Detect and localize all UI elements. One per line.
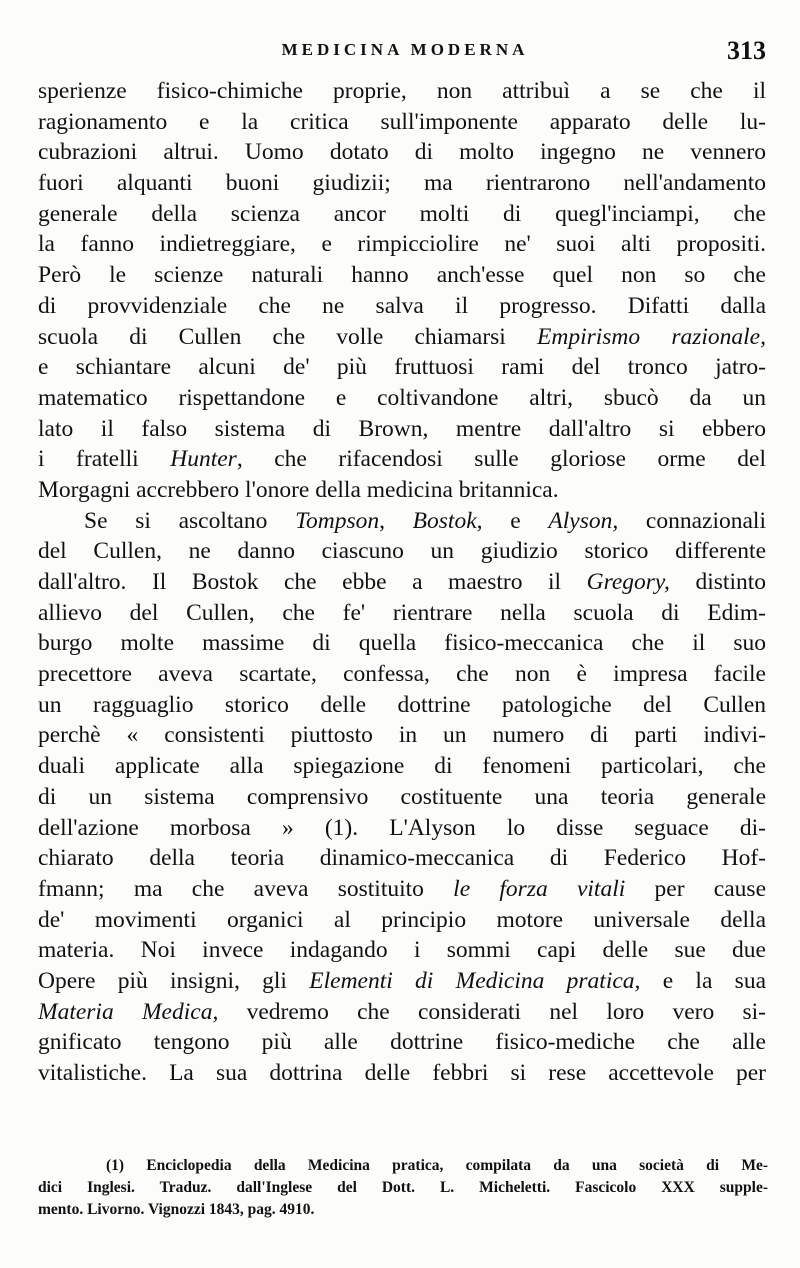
footnotes: [38, 1155, 768, 1221]
italic-term: Alyson,: [548, 507, 619, 534]
footnote-line: mento. Livorno. Vignozzi 1843, pag. 4910.: [38, 1201, 315, 1218]
italic-term: Hunter: [170, 446, 237, 473]
text-line: di provvidenziale che ne salva il progresso. Difatti dalla: [38, 292, 766, 319]
text-segment: vedremo che considerati nel loro vero si-: [218, 998, 766, 1025]
text-line: burgo molte massime di quella fisico-meccanica che il suo: [38, 630, 766, 657]
text-line: Morgagni accrebbero l'onore della medicina britannica.: [38, 476, 559, 503]
text-segment: connazionali: [618, 507, 766, 534]
text-segment: e la sua: [640, 967, 766, 994]
text-line: dell'azione morbosa » (1). L'Alyson lo disse seguace di-: [38, 814, 766, 841]
text-line: perchè « consistenti piuttosto in un numero di parti indivi-: [38, 722, 766, 749]
text-segment: Se si ascoltano: [84, 507, 296, 534]
text-line: duali applicate alla spiegazione di fenomeni particolari, che: [38, 753, 766, 780]
text-line: Però le scienze naturali hanno anch'esse quel non so che: [38, 262, 766, 289]
text-line: generale della scienza ancor molti di quegl'inciampi, che: [38, 200, 766, 227]
text-line: [38, 506, 766, 537]
text-line: materia. Noi invece indagando i sommi capi delle sue due: [38, 937, 766, 964]
body-text: [38, 76, 766, 1089]
text-line: ragionamento e la critica sull'imponente apparato delle lu-: [38, 108, 766, 135]
text-segment: Opere più insigni, gli: [38, 967, 310, 994]
text-line: de' movimenti organici al principio motore universale della: [38, 906, 766, 933]
text-segment: e: [482, 507, 549, 534]
italic-term: Tompson, Bostok,: [295, 507, 483, 534]
text-line: di un sistema comprensivo costituente una teoria generale: [38, 783, 766, 810]
text-line: [38, 567, 766, 598]
text-line: un ragguaglio storico delle dottrine patologiche del Cullen: [38, 691, 766, 718]
text-line: precettore aveva scartate, confessa, che non è impresa facile: [38, 661, 766, 688]
footnote-line: (1) Enciclopedia della Medicina pratica, compilata da una società di Me-: [106, 1157, 768, 1174]
text-segment: dall'altro. Il Bostok che ebbe a maestro il: [38, 569, 587, 595]
text-segment: , che rifacendosi sulle gloriose orme del: [236, 446, 766, 473]
text-segment: scuola di Cullen che volle chiamarsi: [38, 323, 537, 350]
text-line: [38, 874, 766, 905]
text-line: matematico rispettandone e coltivandone altri, sbucò da un: [38, 384, 766, 411]
running-title: MEDICINA MODERNA: [281, 40, 529, 59]
text-segment: distinto: [669, 569, 766, 595]
text-line: cubrazioni altrui. Uomo dotato di molto ingegno ne vennero: [38, 139, 766, 166]
text-line: allievo del Cullen, che fe' rientrare nella scuola di Edim-: [38, 599, 766, 626]
italic-term: le forza vitali: [453, 875, 626, 902]
text-line: la fanno indietreggiare, e rimpicciolire ne' suoi alti propositi.: [38, 231, 766, 258]
text-line: [38, 966, 766, 997]
text-line: [38, 322, 766, 353]
running-head: [40, 36, 770, 68]
text-line: e schiantare alcuni de' più fruttuosi rami del tronco jatro-: [38, 354, 766, 381]
text-line: chiarato della teoria dinamico-meccanica di Federico Hof-: [38, 845, 766, 872]
text-line: sperienze fisico-chimiche proprie, non attribuì a se che il: [38, 78, 766, 104]
text-segment: i fratelli: [38, 446, 171, 473]
italic-term: Gregory,: [586, 569, 670, 595]
text-line: gnificato tengono più alle dottrine fisico-mediche che alle: [38, 1029, 766, 1056]
footnote-line: dici Inglesi. Traduz. dall'Inglese del Dott. L. Micheletti. Fascicolo XXX supple-: [38, 1179, 768, 1196]
text-line: fuori alquanti buoni giudizii; ma rientrarono nell'andamento: [38, 170, 766, 197]
italic-term: Materia Medica,: [38, 998, 219, 1025]
italic-term: Elementi di Medicina pratica,: [309, 967, 641, 994]
text-segment: per cause: [625, 875, 766, 902]
page-number: 313: [727, 36, 766, 65]
text-line: [38, 997, 766, 1028]
text-line: del Cullen, ne danno ciascuno un giudizio storico differente: [38, 538, 766, 565]
text-line: lato il falso sistema di Brown, mentre dall'altro si ebbero: [38, 415, 766, 442]
italic-term: Empirismo razionale,: [537, 323, 766, 350]
text-segment: fmann; ma che aveva sostituito: [38, 875, 454, 902]
text-line: vitalistiche. La sua dottrina delle febbri si rese accettevole per: [38, 1060, 766, 1086]
text-line: [38, 444, 766, 475]
